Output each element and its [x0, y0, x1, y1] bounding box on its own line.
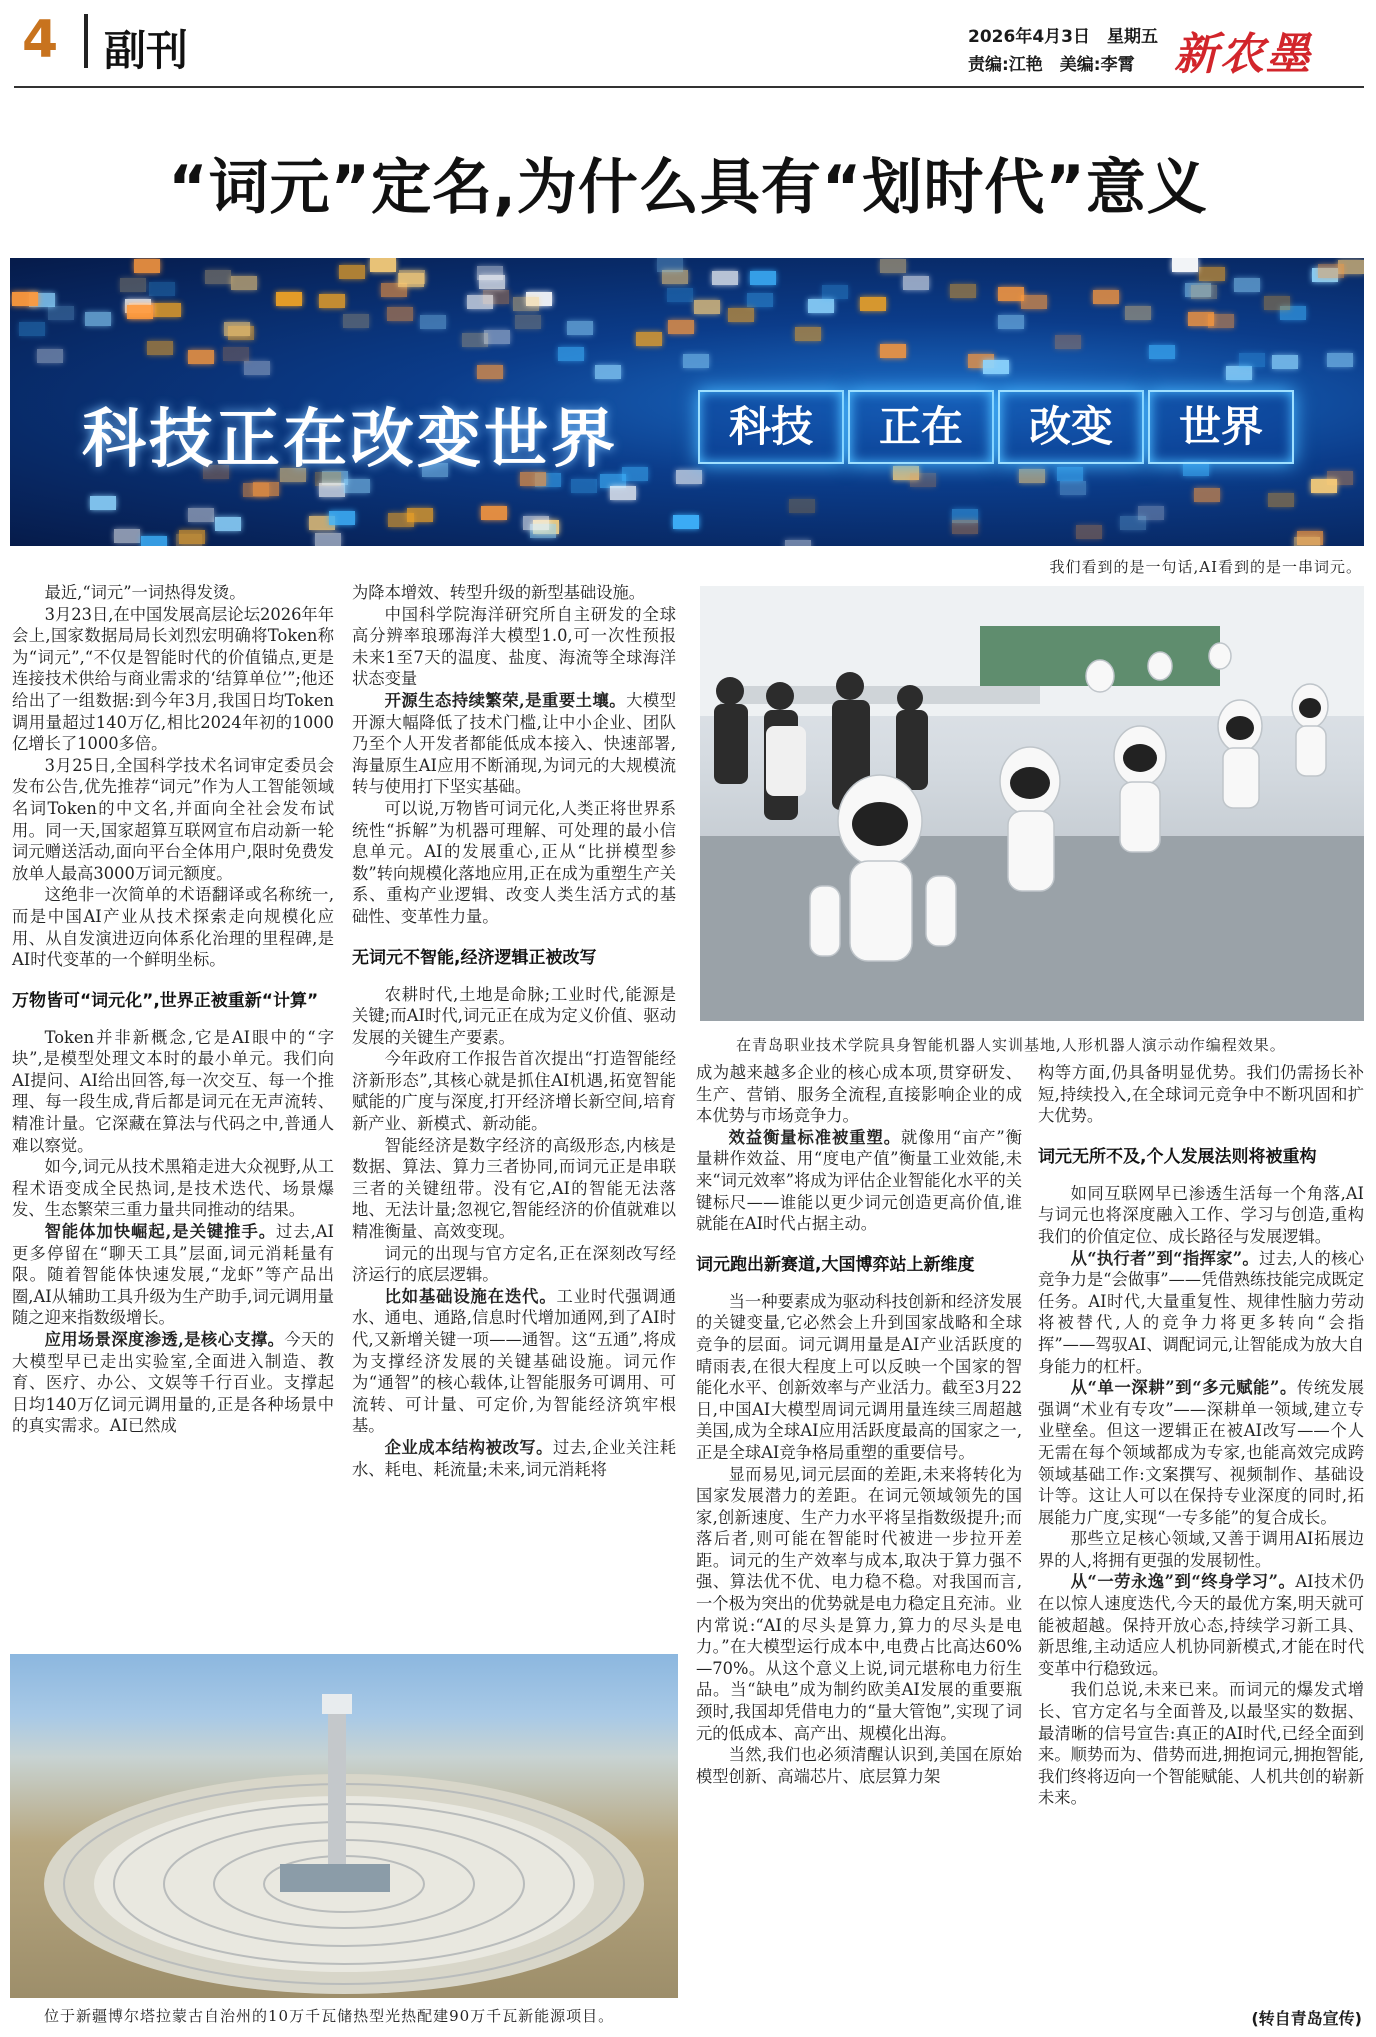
article-paragraph [352, 1286, 676, 1437]
paragraph-lead: 企业成本结构被改写。 [384, 1437, 553, 1457]
paragraph-text: 显而易见,词元层面的差距,未来将转化为国家发展潜力的差距。在词元领域领先的国家,创新速度、生产力水平将呈指数级提升;而落后者,则可能在智能时代被进一步拉开差距。词元的生产效率与成本,取决于算力强不强、算法优不优、电力稳不稳。对我国而言,一个极为突出的优势就是电力稳定且充沛。业内常说:“AI的尽头是算力,算力的尽头是电力。”在大模型运行成本中,电费占比高达60%—70%。从这个意义上说,词元堪称电力衍生品。当“缺电”成为制约欧美AI发展的重要瓶颈时,我国却凭借电力的“量大管饱”,实现了词元的低成本、高产出、规模化出海。 [696, 1464, 1022, 1743]
paragraph-text: 如今,词元从技术黑箱走进大众视野,从工程术语变成全民热词,是技术迭代、场景爆发、生态繁荣三重力量共同推动的结果。 [12, 1157, 334, 1220]
paragraph-text: 成为越来越多企业的核心成本项,贯穿研发、生产、营销、服务全流程,直接影响企业的成本优势与市场竞争力。 [696, 1063, 1022, 1126]
banner-tile [785, 540, 811, 546]
page-number: 4 [22, 10, 59, 70]
paragraph-lead: 从“一劳永逸”到“终身学习”。 [1070, 1572, 1296, 1592]
article-paragraph [1038, 1248, 1364, 1378]
paragraph-text: 为降本增效、转型升级的新型基础设施。 [352, 583, 646, 602]
solar-plant-illustration [10, 1654, 678, 1998]
banner-box-4: 世界 [1148, 390, 1294, 464]
banner-tile [188, 508, 214, 522]
banner-main-text: 科技正在改变世界 [82, 403, 618, 477]
banner-tile [1327, 353, 1353, 367]
article-paragraph [696, 1291, 1022, 1464]
banner-tile [127, 305, 153, 319]
editors-credit: 责编:江艳 美编:李霄 [968, 55, 1135, 75]
article-paragraph [696, 1062, 1022, 1127]
solar-photo-caption: 位于新疆博尔塔拉蒙古自治州的10万千瓦储热型光热配建90万千瓦新能源项目。 [44, 2007, 615, 2025]
banner-tile [1294, 537, 1320, 546]
article-column-2 [352, 582, 676, 1480]
banner-tile [120, 278, 146, 292]
section-subheading: 无词元不智能,经济逻辑正被改写 [352, 947, 597, 968]
banner-tile [1055, 335, 1081, 349]
banner-tile [822, 285, 848, 299]
paragraph-text: 农耕时代,土地是命脉;工业时代,能源是关键;而AI时代,词元正在成为定义价值、驱动发展的关键生产要素。 [352, 984, 676, 1047]
banner-tile [1019, 469, 1045, 483]
banner-tile [179, 530, 205, 544]
banner-tile [795, 327, 821, 341]
banner-tile [329, 511, 355, 525]
banner-tile [910, 473, 936, 487]
robot-photo-illustration [700, 586, 1364, 1021]
banner-tile [90, 496, 116, 510]
banner-tile [141, 536, 167, 546]
article-column-4 [1038, 1062, 1364, 1809]
paragraph-text: 词元的出现与官方定名,正在深刻改写经济运行的底层逻辑。 [352, 1243, 676, 1285]
article-paragraph [12, 884, 334, 970]
banner-tile [407, 508, 433, 522]
banner-tile [155, 303, 181, 317]
newspaper-masthead: 新农墨 [1174, 29, 1312, 80]
banner-tile [147, 341, 173, 355]
section-subheading: 词元无所不及,个人发展法则将被重构 [1038, 1146, 1317, 1167]
banner-tile [747, 293, 773, 307]
paragraph-text: 就像用“亩产”衡量耕作效益、用“度电产值”衡量工业效能,未来“词元效率”将成为评估企业智能化水平的关键标尺——谁能以更少词元创造更高价值,谁就能在AI时代占据主动。 [696, 1127, 1022, 1234]
paragraph-text: 最近,“词元”一词热得发烫。 [44, 583, 246, 602]
banner-tile [903, 276, 929, 290]
article-paragraph [1038, 1377, 1364, 1528]
banner-tile [1060, 481, 1086, 495]
banner-tile [983, 360, 1009, 374]
banner-tile [662, 270, 688, 284]
banner-tile [513, 297, 539, 311]
article-paragraph [12, 755, 334, 885]
banner-box-3: 改变 [998, 390, 1144, 464]
paragraph-text: 智能经济是数字经济的高级形态,内核是数据、算法、算力三者协同,而词元正是串联三者的关键纽带。没有它,AI的智能无法落地、无法计量;忽视它,智能经济的价值就难以精准衡量、高效变现。 [352, 1135, 676, 1242]
paragraph-text: 当一种要素成为驱动科技创新和经济发展的关键变量,它必然会上升到国家战略和全球竞争的层面。词元调用量是AI产业活跃度的晴雨表,在很大程度上可以反映一个国家的智能化水平、创新效率与产业活力。截至3月22日,中国AI大模型周词元调用量连续三周超越美国,成为全球AI应用活跃度最高的国家之一,正是全球AI竞争格局重塑的重要信号。 [696, 1291, 1022, 1462]
banner-tile [750, 271, 776, 285]
paragraph-text: 过去,人的核心竞争力是“会做事”——凭借熟练技能完成既定任务。AI时代,大量重复性、规律性脑力劳动将被替代,人的竞争力将更多转向“会指挥”——驾驭AI、调配词元,让智能成为放大自身能力的杠杆。 [1038, 1248, 1364, 1376]
banner-tile [622, 467, 648, 481]
article-paragraph [696, 1744, 1022, 1787]
banner-tile [134, 259, 160, 273]
banner-tile [673, 515, 699, 529]
banner-tile [694, 300, 720, 314]
paragraph-lead: 应用场景深度渗透,是核心支撑。 [44, 1330, 285, 1349]
banner-tile [880, 344, 906, 358]
article-paragraph [12, 1329, 334, 1437]
banner-tile [37, 349, 63, 363]
banner-tile [1272, 355, 1298, 369]
banner-tile [1199, 267, 1225, 281]
banner-tile [1191, 285, 1217, 299]
banner-tile [571, 479, 597, 493]
article-paragraph [352, 604, 676, 690]
article-paragraph [12, 1221, 334, 1329]
banner-tile [558, 347, 584, 361]
banner-tile [523, 516, 549, 530]
banner-tile [276, 292, 302, 306]
banner-tile [1076, 525, 1102, 539]
article-paragraph [696, 1464, 1022, 1745]
banner-tile [676, 470, 702, 484]
article-column-1 [12, 582, 334, 1437]
issue-date: 2026年4月3日 星期五 [968, 27, 1158, 47]
banner-box-1: 科技 [698, 390, 844, 464]
banner-tile [1149, 345, 1175, 359]
paragraph-text: Token并非新概念,它是AI眼中的“字块”,是模型处理文本时的最小单元。我们向AI提问、AI给出回答,每一次交互、每一个推理、每一段生成,背后都是词元在无声流转、精准计量。它深藏在算法与代码之中,普通人难以察觉。 [12, 1027, 334, 1155]
robot-photo [700, 586, 1364, 1021]
banner-tile [1057, 467, 1083, 481]
paragraph-lead: 开源生态持续繁荣,是重要土壤。 [384, 690, 627, 710]
article-paragraph [352, 1048, 676, 1134]
banner-tile [1234, 278, 1260, 292]
paragraph-text: 3月25日,全国科学技术名词审定委员会发布公告,优先推荐“词元”作为人工智能领域名词Token的中文名,并面向全社会发布试用。同一天,国家超算互联网宣布启动新一轮词元赠送活动,面向平台全体用户,限时免费发放单人最高3000万词元额度。 [12, 755, 334, 883]
paragraph-text: 构等方面,仍具备明显优势。我们仍需扬长补短,持续投入,在全球词元竞争中不断巩固和扩大优势。 [1038, 1063, 1364, 1126]
article-paragraph [1038, 1183, 1364, 1248]
banner-tile [339, 265, 365, 279]
article-paragraph [12, 1156, 334, 1221]
article-paragraph [12, 1027, 334, 1157]
banner-tile [479, 275, 505, 289]
banner-tile [1226, 366, 1252, 380]
banner-tile [1311, 479, 1337, 493]
banner-tile [484, 330, 510, 344]
paragraph-text: 那些立足核心领域,又善于调用AI拓展边界的人,将拥有更强的发展韧性。 [1038, 1529, 1364, 1570]
banner-tile [667, 288, 693, 302]
banner-tile [387, 307, 413, 321]
paragraph-lead: 比如基础设施在迭代。 [384, 1286, 557, 1306]
banner-tile [1093, 290, 1119, 304]
banner-tile [683, 354, 709, 368]
article-paragraph [352, 1135, 676, 1243]
article-paragraph [1038, 1571, 1364, 1679]
banner-tile [636, 332, 662, 346]
banner-image [10, 258, 1364, 546]
paragraph-lead: 效益衡量标准被重塑。 [728, 1127, 901, 1147]
banner-tile [85, 312, 111, 326]
paragraph-text: 如同互联网早已渗透生活每一个角落,AI与词元也将深度融入工作、学习与创造,重构我们的价值定位、成长路径与发展逻辑。 [1038, 1183, 1364, 1246]
section-title: 副刊 [104, 26, 189, 75]
header-rule [14, 86, 1364, 88]
article-paragraph [352, 1243, 676, 1286]
paragraph-text: 传统发展强调“术业有专攻”——深耕单一领域,建立专业壁垒。但这一逻辑正在被AI改写——个人无需在每个领域都成为专家,也能高效完成跨领域基础工作:文案撰写、视频制作、基础设计等。这让人可以在保持专业深度的同时,拓展能力广度,实现“一专多能”的复合成长。 [1038, 1378, 1364, 1527]
paragraph-lead: 从“单一深耕”到“多元赋能”。 [1070, 1378, 1297, 1398]
banner-tile [12, 292, 38, 306]
robot-photo-caption: 在青岛职业技术学院具身智能机器人实训基地,人形机器人演示动作编程效果。 [736, 1036, 1286, 1054]
banner-tile [19, 322, 45, 336]
banner-tile [467, 295, 493, 309]
banner-tile [712, 271, 738, 285]
banner-tile [1125, 306, 1151, 320]
paragraph-text: 可以说,万物皆可词元化,人类正将世界系统性“拆解”为机器可理解、可处理的最小信息单元。AI的发展重心,正从“比拼模型参数”转向规模化落地应用,正在成为重塑生产关系、重构产业逻辑、改变人类生活方式的基础性、变革性力量。 [352, 798, 676, 926]
banner-tile [149, 282, 175, 296]
banner-tile [319, 294, 345, 308]
banner-tile [370, 258, 396, 272]
article-paragraph [1038, 1062, 1364, 1127]
article-paragraph [12, 582, 334, 604]
banner-tile [860, 297, 886, 311]
paragraph-text: 大模型开源大幅降低了技术门槛,让中小企业、团队乃至个人开发者都能低成本接入、快速部署,海量原生AI应用不断涌现,为词元的大规模流转与使用打下坚实基础。 [352, 690, 676, 797]
article-paragraph [352, 984, 676, 1049]
banner-tile [657, 258, 683, 272]
banner-box-2: 正在 [848, 390, 994, 464]
banner-tile [1268, 493, 1294, 507]
solar-plant-photo [10, 1654, 678, 1998]
banner-tile [595, 365, 621, 379]
banner-tile [481, 506, 507, 520]
banner-tile [477, 365, 503, 379]
banner-tile [1264, 296, 1290, 310]
article-paragraph [1038, 1528, 1364, 1571]
article-paragraph [12, 604, 334, 755]
article-paragraph [1038, 1679, 1364, 1809]
paragraph-text: 我们总说,未来已来。而词元的爆发式增长、官方定名与全面普及,以最坚实的数据、最清晰的信号宣告:真正的AI时代,已经全面到来。顺势而为、借势而进,拥抱词元,拥抱智能,我们终将迈向一个智能赋能、人机共创的崭新未来。 [1038, 1680, 1364, 1808]
banner-tile [1194, 488, 1220, 502]
paragraph-text: AI技术仍在以惊人速度迭代,今天的最优方案,明天就可能被超越。保持开放心态,持续学习新工具、新思维,主动适应人机协同新模式,才能在时代变革中行稳致远。 [1038, 1572, 1364, 1678]
article-paragraph [352, 798, 676, 928]
banner-tile [319, 483, 345, 497]
paragraph-text: 中国科学院海洋研究所自主研发的全球高分辨率琅琊海洋大模型1.0,可一次性预报未来1至7天的温度、盐度、海流等全球海洋状态变量 [352, 604, 676, 689]
banner-tile [567, 321, 593, 335]
section-subheading: 词元跑出新赛道,大国博弈站上新维度 [696, 1254, 975, 1275]
banner-tile [1172, 258, 1198, 272]
banner-tile [789, 499, 815, 513]
section-subheading: 万物皆可“词元化”,世界正被重新“计算” [12, 990, 319, 1011]
paragraph-text: 今天的大模型早已走出实验室,全面进入制造、教育、医疗、办公、文娱等千行百业。支撑起日均140万亿词元调用量的,正是各种场景中的真实需求。AI已然成 [12, 1330, 334, 1436]
banner-tile [515, 315, 541, 329]
article-column-3 [696, 1062, 1022, 1787]
article-paragraph [352, 582, 676, 604]
banner-tile [728, 308, 754, 322]
banner-tile [1183, 462, 1209, 476]
banner-tile [48, 306, 74, 320]
banner-tile [114, 529, 140, 543]
paragraph-text: 过去,AI更多停留在“聊天工具”层面,词元消耗量有限。随着智能体快速发展,“龙虾”等产品出圈,AI从辅助工具升级为生产助手,词元调用量随之迎来指数级增长。 [12, 1222, 334, 1328]
banner-tile [1318, 264, 1344, 278]
paragraph-lead: 从“执行者”到“指挥家”。 [1070, 1248, 1260, 1268]
banner-tile [205, 270, 231, 284]
banner-tile [880, 259, 906, 273]
banner-tile [668, 320, 694, 334]
banner-tile [343, 314, 369, 328]
banner-tile [808, 299, 834, 313]
banner-tile [188, 350, 214, 364]
banner-tile [215, 517, 241, 531]
paragraph-text: 过去,企业关注耗水、耗电、耗流量;未来,词元消耗将 [352, 1437, 676, 1479]
banner-tile [224, 322, 250, 336]
banner-tile [420, 315, 446, 329]
banner-tile [1120, 516, 1146, 530]
banner-tile [231, 276, 257, 290]
banner-tile [950, 284, 976, 298]
header-divider [84, 14, 88, 68]
article-source: (转自青岛宣传) [1251, 2009, 1362, 2028]
banner-tile [315, 533, 341, 546]
banner-caption: 我们看到的是一句话,AI看到的是一串词元。 [1049, 558, 1362, 576]
article-paragraph [352, 1437, 676, 1480]
banner-tile [1208, 314, 1234, 328]
paragraph-text: 今年政府工作报告首次提出“打造智能经济新形态”,其核心就是抓住AI机遇,拓宽智能赋能的广度与深度,打开经济增长新空间,培育新产业、新模式、新动能。 [352, 1049, 676, 1134]
banner-tile [1239, 353, 1265, 367]
paragraph-text: 工业时代强调通水、通电、通路,信息时代增加通网,到了AI时代,又新增关键一项——通智。这“五通”,将成为支撑经济发展的关键基础设施。词元作为“通智”的核心载体,让智能服务可调用、可流转、可计量、可定价,为智能经济筑牢根基。 [352, 1286, 676, 1436]
banner-tile [610, 486, 636, 500]
banner-tile [244, 361, 270, 375]
banner-tile [398, 273, 424, 287]
banner-tile [998, 315, 1024, 329]
banner-tile [223, 347, 249, 361]
banner-tile [253, 482, 279, 496]
article-headline: “词元”定名,为什么具有“划时代”意义 [168, 153, 1208, 223]
banner-tile [1021, 295, 1047, 309]
article-paragraph [696, 1127, 1022, 1235]
article-paragraph [352, 690, 676, 798]
banner-tile [952, 520, 978, 534]
banner-tile [344, 479, 370, 493]
paragraph-text: 这绝非一次简单的术语翻译或名称统一,而是中国AI产业从技术探索走向规模化应用、从自发演进迈向体系化治理的里程碑,是AI时代变革的一个鲜明坐标。 [12, 885, 334, 970]
paragraph-text: 当然,我们也必须清醒认识到,美国在原始模型创新、高端芯片、底层算力架 [696, 1745, 1022, 1786]
paragraph-lead: 智能体加快崛起,是关键推手。 [44, 1222, 277, 1242]
paragraph-text: 3月23日,在中国发展高层论坛2026年年会上,国家数据局局长刘烈宏明确将Token称为“词元”,“不仅是智能时代的价值锚点,更是连接技术供给与商业需求的‘结算单位’”;他还给出了一组数据:到今年3月,我国日均Token调用量超过140万亿,相比2024年初的1000亿增长了1000多倍。 [12, 604, 334, 754]
